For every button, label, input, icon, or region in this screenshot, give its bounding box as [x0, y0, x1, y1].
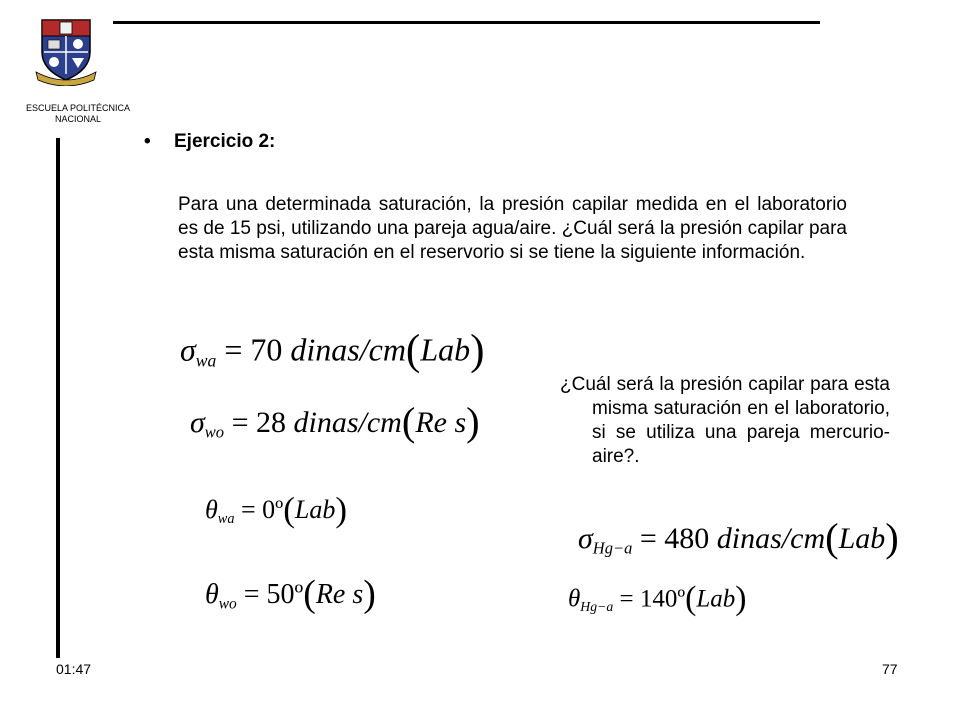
formula-symbol: σ: [180, 331, 196, 368]
formula-context: Lab: [838, 521, 886, 555]
formula-unit: dinas/cm: [293, 405, 402, 439]
exercise-heading-row: [144, 131, 275, 153]
formula-value: 480: [664, 521, 710, 555]
formula-subscript: Hg−a: [580, 599, 614, 615]
formula-symbol: θ: [568, 585, 581, 613]
formula-subscript: wo: [218, 595, 237, 613]
formula-subscript: wa: [195, 350, 217, 371]
formula-subscript: wo: [204, 422, 225, 442]
formula-unit: dinas/cm: [716, 521, 826, 555]
exercise-heading: Ejercicio 2:: [174, 131, 276, 152]
formula-context: Re s: [415, 405, 467, 439]
formula-value: 70: [250, 331, 283, 368]
side-question-text: ¿Cuál será la presión capilar para esta misma saturación en el laboratorio, si se utiliza una pareja mercurio-aire?.: [560, 374, 890, 467]
left-rule: [56, 138, 60, 658]
institution-line-2: NACIONAL: [54, 114, 101, 124]
formula-sigma-wo: $\sigma_{wo} = 28$ dinas/cm(Re s): [190, 399, 480, 444]
bullet-icon: •: [144, 131, 151, 152]
footer-time: 01:47: [56, 661, 92, 677]
formula-theta-wa: $\theta_{wa}$ = 0º(Lab): [205, 490, 348, 529]
formula-value: 50º: [266, 578, 304, 610]
formula-value: 28: [255, 405, 286, 439]
institution-name: [0, 103, 156, 125]
top-rule: [113, 21, 820, 24]
formula-context: Re s: [315, 578, 364, 610]
formula-sigma-wa: $\sigma_{wa} = 70$ dinas/cm(Lab): [180, 327, 485, 374]
formula-symbol: σ: [190, 405, 205, 439]
side-question: [560, 373, 890, 469]
problem-statement: Para una determinada saturación, la presión capilar medida en el laboratorio es de 15 psi, utilizando una pareja agua/aire. ¿Cuál será la presión capilar para esta misma saturación en el reservorio si se tiene la siguiente información.: [178, 194, 847, 263]
university-crest-icon: [34, 16, 98, 86]
formula-symbol: θ: [205, 495, 218, 525]
formula-value: 0º: [262, 495, 284, 525]
formula-context: Lab: [420, 331, 471, 368]
formula-subscript: Hg−a: [592, 538, 633, 558]
formula-symbol: θ: [205, 578, 219, 610]
formula-sigma-hg-a: $\sigma_{Hg-a} = 480$ dinas/cm(Lab): [578, 515, 899, 560]
formula-context: Lab: [294, 495, 336, 525]
formula-value: 140º: [639, 585, 686, 613]
formula-unit: dinas/cm: [290, 331, 406, 368]
formula-context: Lab: [696, 585, 736, 613]
formula-theta-wo: $\theta_{wo}$ = 50º(Re s): [205, 573, 376, 615]
page-number: 77: [882, 661, 898, 677]
formula-subscript: wa: [217, 511, 235, 528]
formula-theta-hg-a: $\theta_{Hg-a}$ = 140º(Lab): [568, 580, 747, 617]
institution-line-1: ESCUELA POLITÉCNICA: [25, 103, 131, 113]
formula-symbol: σ: [578, 521, 593, 555]
